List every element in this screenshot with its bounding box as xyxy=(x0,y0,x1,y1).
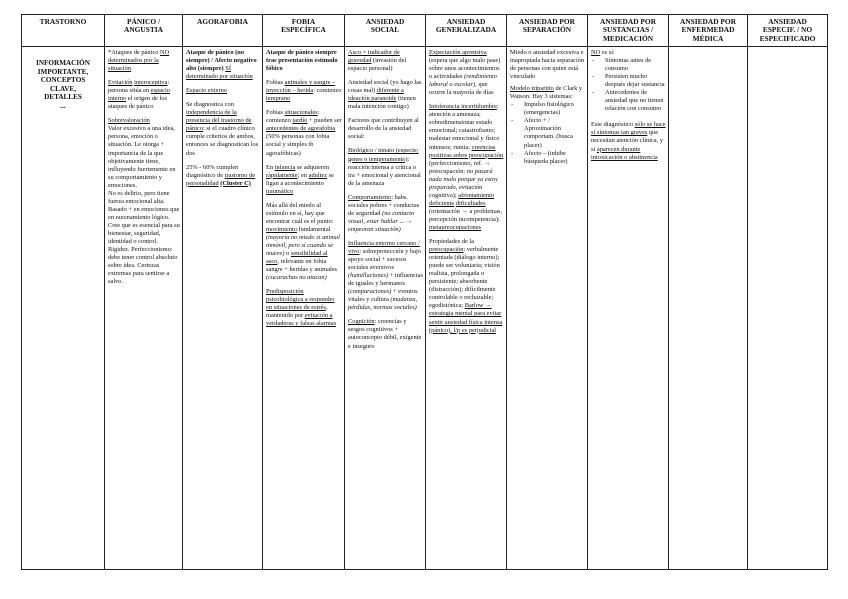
text-run: Ataque de pánico siempre tras presentación estímulo fóbico xyxy=(266,49,338,73)
text-run: Sobrevaloración xyxy=(108,117,150,125)
paragraph xyxy=(108,117,180,286)
list-item: - Afecto + / Aproximación comportam. (busca placer) xyxy=(510,117,585,149)
text-run: (espera que algo malo pase) sobre unos acontecimientos o actividades xyxy=(429,57,501,81)
text-run: (tienen mala intención contigo) xyxy=(348,95,416,111)
header-social: ANSIEDAD SOCIAL xyxy=(345,15,426,47)
text-run: Ataque de pánico (no siempre) / Afecto negativo alto (siempre) xyxy=(186,49,257,73)
sustancias-es-si: es sí: xyxy=(600,49,615,56)
list-item: - Antecedentes de ansiedad que no tienen relación con consumo xyxy=(591,89,666,113)
paragraph xyxy=(348,318,423,350)
text-run: , que ocurre la mayoría de días xyxy=(429,81,494,97)
text-run: 25% - 60% cumplen diagnóstico de xyxy=(186,163,239,179)
paragraph xyxy=(348,79,423,111)
list-item: - Persisten mucho después dejar sustancia xyxy=(591,73,666,89)
enfermedad-notes xyxy=(669,47,747,49)
fobia-notes xyxy=(263,47,344,334)
text-run: (cucarachas no atacan) xyxy=(266,274,327,282)
text-run: el origen de los ataques de pánico xyxy=(108,95,167,111)
text-run: : habs. sociales pobres + conductas de seguridad xyxy=(348,193,420,217)
text-run: situacionales xyxy=(284,109,318,117)
text-run: infancia xyxy=(274,163,296,171)
text-run: aparecen durante intoxicación o abstinencia xyxy=(591,145,658,161)
text-run: (comparaciones) xyxy=(348,288,392,296)
text-run: (rendimiento laboral o escolar) xyxy=(429,73,497,89)
separacion-systems-list xyxy=(510,101,585,165)
text-run: : comienzo xyxy=(266,109,320,125)
paragraph xyxy=(186,49,260,81)
text-run: antecedentes de agorafobia xyxy=(266,125,336,133)
text-run: (mayoría no miedo si animal inmóvil, pero sí cuando se mueve) xyxy=(266,233,340,258)
header-generalizada: ANSIEDAD GENERALIZADA xyxy=(426,15,507,47)
text-run: espacio interno xyxy=(108,87,170,103)
cell-separacion xyxy=(507,47,588,570)
text-run: Barlow → estrategia mental para evitar sentir ansiedad física intensa (pánico), l/p es perjudicial xyxy=(429,302,503,334)
text-run: : si el cuadro clínico cumple criterios de ambos, entonces se diagnostican los dos xyxy=(186,125,259,157)
text-run: : verbalmente orientada (diálogo interno); puede ser voluntaria; visión realista, prolongada o persistente; absorbente (distracción); difícilmente controlable o rechazable; egodistónica; xyxy=(429,246,500,310)
separacion-model-label: Modelo tripartito xyxy=(510,85,554,93)
text-run: que necesitan atención clínica, y si xyxy=(591,129,664,153)
text-run: En xyxy=(266,163,275,171)
text-run: : persona sitúa en xyxy=(108,79,170,95)
text-run: , relevante en fobia sangre + heridas y animales xyxy=(266,258,338,274)
text-run: fundamental xyxy=(296,225,331,233)
paragraph xyxy=(108,49,180,73)
text-run: (perfeccionismo, ref. → preocupación: xyxy=(429,159,491,175)
text-run: Este diagnóstico xyxy=(591,121,635,129)
sustancias-criteria-list xyxy=(591,57,666,113)
panico-notes xyxy=(105,47,182,292)
disorders-table xyxy=(21,14,828,570)
text-run: trastorno de personalidad xyxy=(186,171,256,187)
text-run: SÍ determinado por situación xyxy=(186,65,253,81)
text-run: evitación a verdaderas y falsas alarmas xyxy=(266,312,337,328)
header-panico: PÁNICO / ANGUSTIA xyxy=(105,15,183,47)
text-run: o xyxy=(284,250,291,258)
cell-panico xyxy=(105,47,183,570)
text-run: : sobreprotección y bajo apoyo social + sucesos sociales aversivos xyxy=(348,247,421,272)
text-run: + eventos vitales y cultura xyxy=(348,288,418,304)
paragraph xyxy=(429,49,504,97)
text-run: adultez xyxy=(308,171,328,179)
header-agorafobia: AGORAFOBIA xyxy=(183,15,263,47)
list-item: - Síntomas antes de consumo xyxy=(591,57,666,73)
header-sustancias: ANSIEDAD POR SUSTANCIAS / MEDICACIÓN xyxy=(588,15,669,47)
text-run: tardío xyxy=(292,117,308,125)
paragraph xyxy=(266,109,342,157)
separacion-model-rest: de Clark y Watson. Hay 3 sistemas: xyxy=(510,85,583,101)
header-fobia: FOBIA ESPECÍFICA xyxy=(263,15,345,47)
text-run: : comienzo xyxy=(313,87,342,95)
text-run: ; atención a amenaza; sobredimensionar estado emocional; catastrofismo; malestar emocional y físico intensos; rumia; xyxy=(429,103,500,151)
social-notes xyxy=(345,47,425,357)
header-row xyxy=(22,15,828,47)
text-run: (50% personas con fobia social y simples tb agorafóbicas) xyxy=(266,133,330,157)
paragraph xyxy=(266,202,342,282)
text-run: se adquieren xyxy=(295,163,330,171)
text-run: no pasará nada malo porque ya estoy preparado xyxy=(429,167,498,191)
paragraph xyxy=(348,240,423,312)
paragraph xyxy=(186,87,260,95)
sustancias-intro xyxy=(591,49,666,57)
separacion-model xyxy=(510,85,585,101)
paragraph xyxy=(429,238,504,335)
agorafobia-notes xyxy=(183,47,262,194)
text-run: Propiedades de la xyxy=(429,238,475,246)
text-run: + pueden ser xyxy=(307,117,342,125)
text-run: Evitación xyxy=(108,79,133,87)
header-trastorno: TRASTORNO xyxy=(22,15,105,47)
row-label-cell xyxy=(22,47,105,570)
sustancias-no: NO xyxy=(591,49,601,56)
text-run: sensibilidad al asco xyxy=(266,250,328,266)
text-run: (Cluster C) xyxy=(220,179,251,187)
cell-agorafobia xyxy=(183,47,263,570)
text-run: Ansiedad social (yo hago las cosas mal) xyxy=(348,79,422,95)
text-run: metapreocupaciones xyxy=(429,223,482,231)
text-run: rápidamente xyxy=(266,171,298,179)
text-run: : reacción intensa a crítica o ira + emocional y atencional de la amenaza xyxy=(348,155,421,187)
text-run: (invasión del espacio personal) xyxy=(348,57,407,73)
paragraph xyxy=(108,79,180,111)
text-run: Cognición xyxy=(348,318,375,326)
paragraph xyxy=(266,164,342,196)
text-run: Biológico / innato (especie; genes o temperamento) xyxy=(348,147,419,163)
text-run: Factores que contribuyen al desarrollo de la ansiedad social: xyxy=(348,117,419,141)
text-run: NO determinados por la situación xyxy=(108,49,170,73)
text-run: movimiento xyxy=(266,225,297,233)
paragraph xyxy=(186,101,260,157)
text-run: Predisposición psicobiológica a responder en situaciones de estrés xyxy=(266,288,335,312)
cell-generalizada xyxy=(426,47,507,570)
paragraph xyxy=(348,194,423,234)
text-run: Fobias xyxy=(266,79,285,87)
generalizada-notes xyxy=(426,47,506,341)
paragraph xyxy=(348,117,423,141)
text-run: Intolerancia incertidumbre xyxy=(429,103,497,111)
text-run: Influencia entorno cercano / vivo xyxy=(348,239,420,255)
text-run: afrontamiento deficiente xyxy=(429,191,495,207)
cell-fobia xyxy=(263,47,345,570)
text-run: + influencias de iguales y hermanos xyxy=(348,272,423,288)
cell-sustancias xyxy=(588,47,669,570)
header-no-especificado: ANSIEDAD ESPECIF. / NO ESPECIFICADO xyxy=(748,15,828,47)
text-run: (humillaciones) xyxy=(348,272,389,280)
cell-no-especificado xyxy=(748,47,828,570)
text-run: Se diagnostica con xyxy=(186,101,234,109)
text-run: Comportamiento xyxy=(348,193,392,201)
text-run: Asco = indicador de gravedad xyxy=(348,49,400,65)
sustancias-notes xyxy=(588,47,668,168)
cell-enfermedad xyxy=(669,47,748,570)
sustancias-diagnosis-note xyxy=(591,121,666,161)
text-run: Expectación aprensiva xyxy=(429,49,487,56)
paragraph xyxy=(266,49,342,73)
separacion-notes xyxy=(507,47,587,166)
list-item: - Afecto – (inhibe búsqueda placer) xyxy=(510,150,585,166)
separacion-intro: Miedo o ansiedad excesiva e inapropiada hacia separación de personas con quien está vinculado xyxy=(510,49,585,81)
text-run: interoceptiva xyxy=(134,79,168,87)
info-row xyxy=(22,47,828,570)
text-run: Fobias xyxy=(266,109,285,117)
text-run: preocupación xyxy=(429,246,464,254)
text-run: creencias positivas sobre preocupación xyxy=(429,143,504,159)
text-run: traumático xyxy=(266,187,294,195)
paragraph xyxy=(348,49,423,73)
text-run: se ligan a acontecimiento xyxy=(266,171,334,187)
text-run: , mantenido por xyxy=(266,304,328,320)
text-run: diferente a ideación paranoide xyxy=(348,87,404,103)
cell-social xyxy=(345,47,426,570)
text-run: Valor excesivo a una idea, persona, emoción o situación. Le otorga + importancia de la que objetivamente tiene, influyendo fuertemente en su comportamiento y emociones. No es delirio, pero tiene fuerza emocional alta. Basado + en emociones que en razonamiento lógico. Cree que es esencial para su bienestar, seguridad, identidad o control. Rigidez. Perfeccionismo: debe tener control absoluto sobre idea. Certezas extremas para sentirse a salvo. xyxy=(108,125,180,286)
text-run: ; en xyxy=(297,171,309,179)
header-separacion: ANSIEDAD POR SEPARACIÓN xyxy=(507,15,588,47)
text-run: Más allá del miedo al estímulo en sí, hay que encontrar cuál es el punto: xyxy=(266,201,334,225)
paragraph xyxy=(429,103,504,232)
text-run: (no contacto visual, estar hablar ... → empeoran situación) xyxy=(348,209,415,233)
text-run: , evitación cognitiva); xyxy=(429,183,483,199)
text-run: (mudanza, pérdidas, normas sociales) xyxy=(348,296,418,312)
row-label: INFORMACIÓN IMPORTANTE, CONCEPTOS CLAVE, DETALLES ... xyxy=(36,59,90,110)
text-run: temprano xyxy=(266,95,291,103)
text-run: sólo se hace si síntomas tan graves xyxy=(591,121,666,137)
paragraph xyxy=(348,147,423,187)
text-run: Espacio externo xyxy=(186,87,227,95)
text-run: (orientación → a problemas, percepción incompetencia); xyxy=(429,207,503,223)
text-run: *Ataques de pánico xyxy=(108,49,160,56)
paragraph xyxy=(186,164,260,188)
list-item: - Impulso fisiológico (emergencias) xyxy=(510,101,585,117)
text-run: : creencias y sesgos cognitivos + autoconcepto débil, exigente e inseguro xyxy=(348,318,422,350)
paragraph xyxy=(266,79,342,103)
paragraph xyxy=(266,288,342,328)
text-run: dificultades xyxy=(455,199,486,207)
text-run: animales y sangre – inyección – herida xyxy=(266,79,336,95)
header-enfermedad: ANSIEDAD POR ENFERMEDAD MÉDICA xyxy=(669,15,748,47)
text-run: independencia de la presencia del trastorno de pánico xyxy=(186,109,252,133)
no-especificado-notes xyxy=(748,47,827,49)
